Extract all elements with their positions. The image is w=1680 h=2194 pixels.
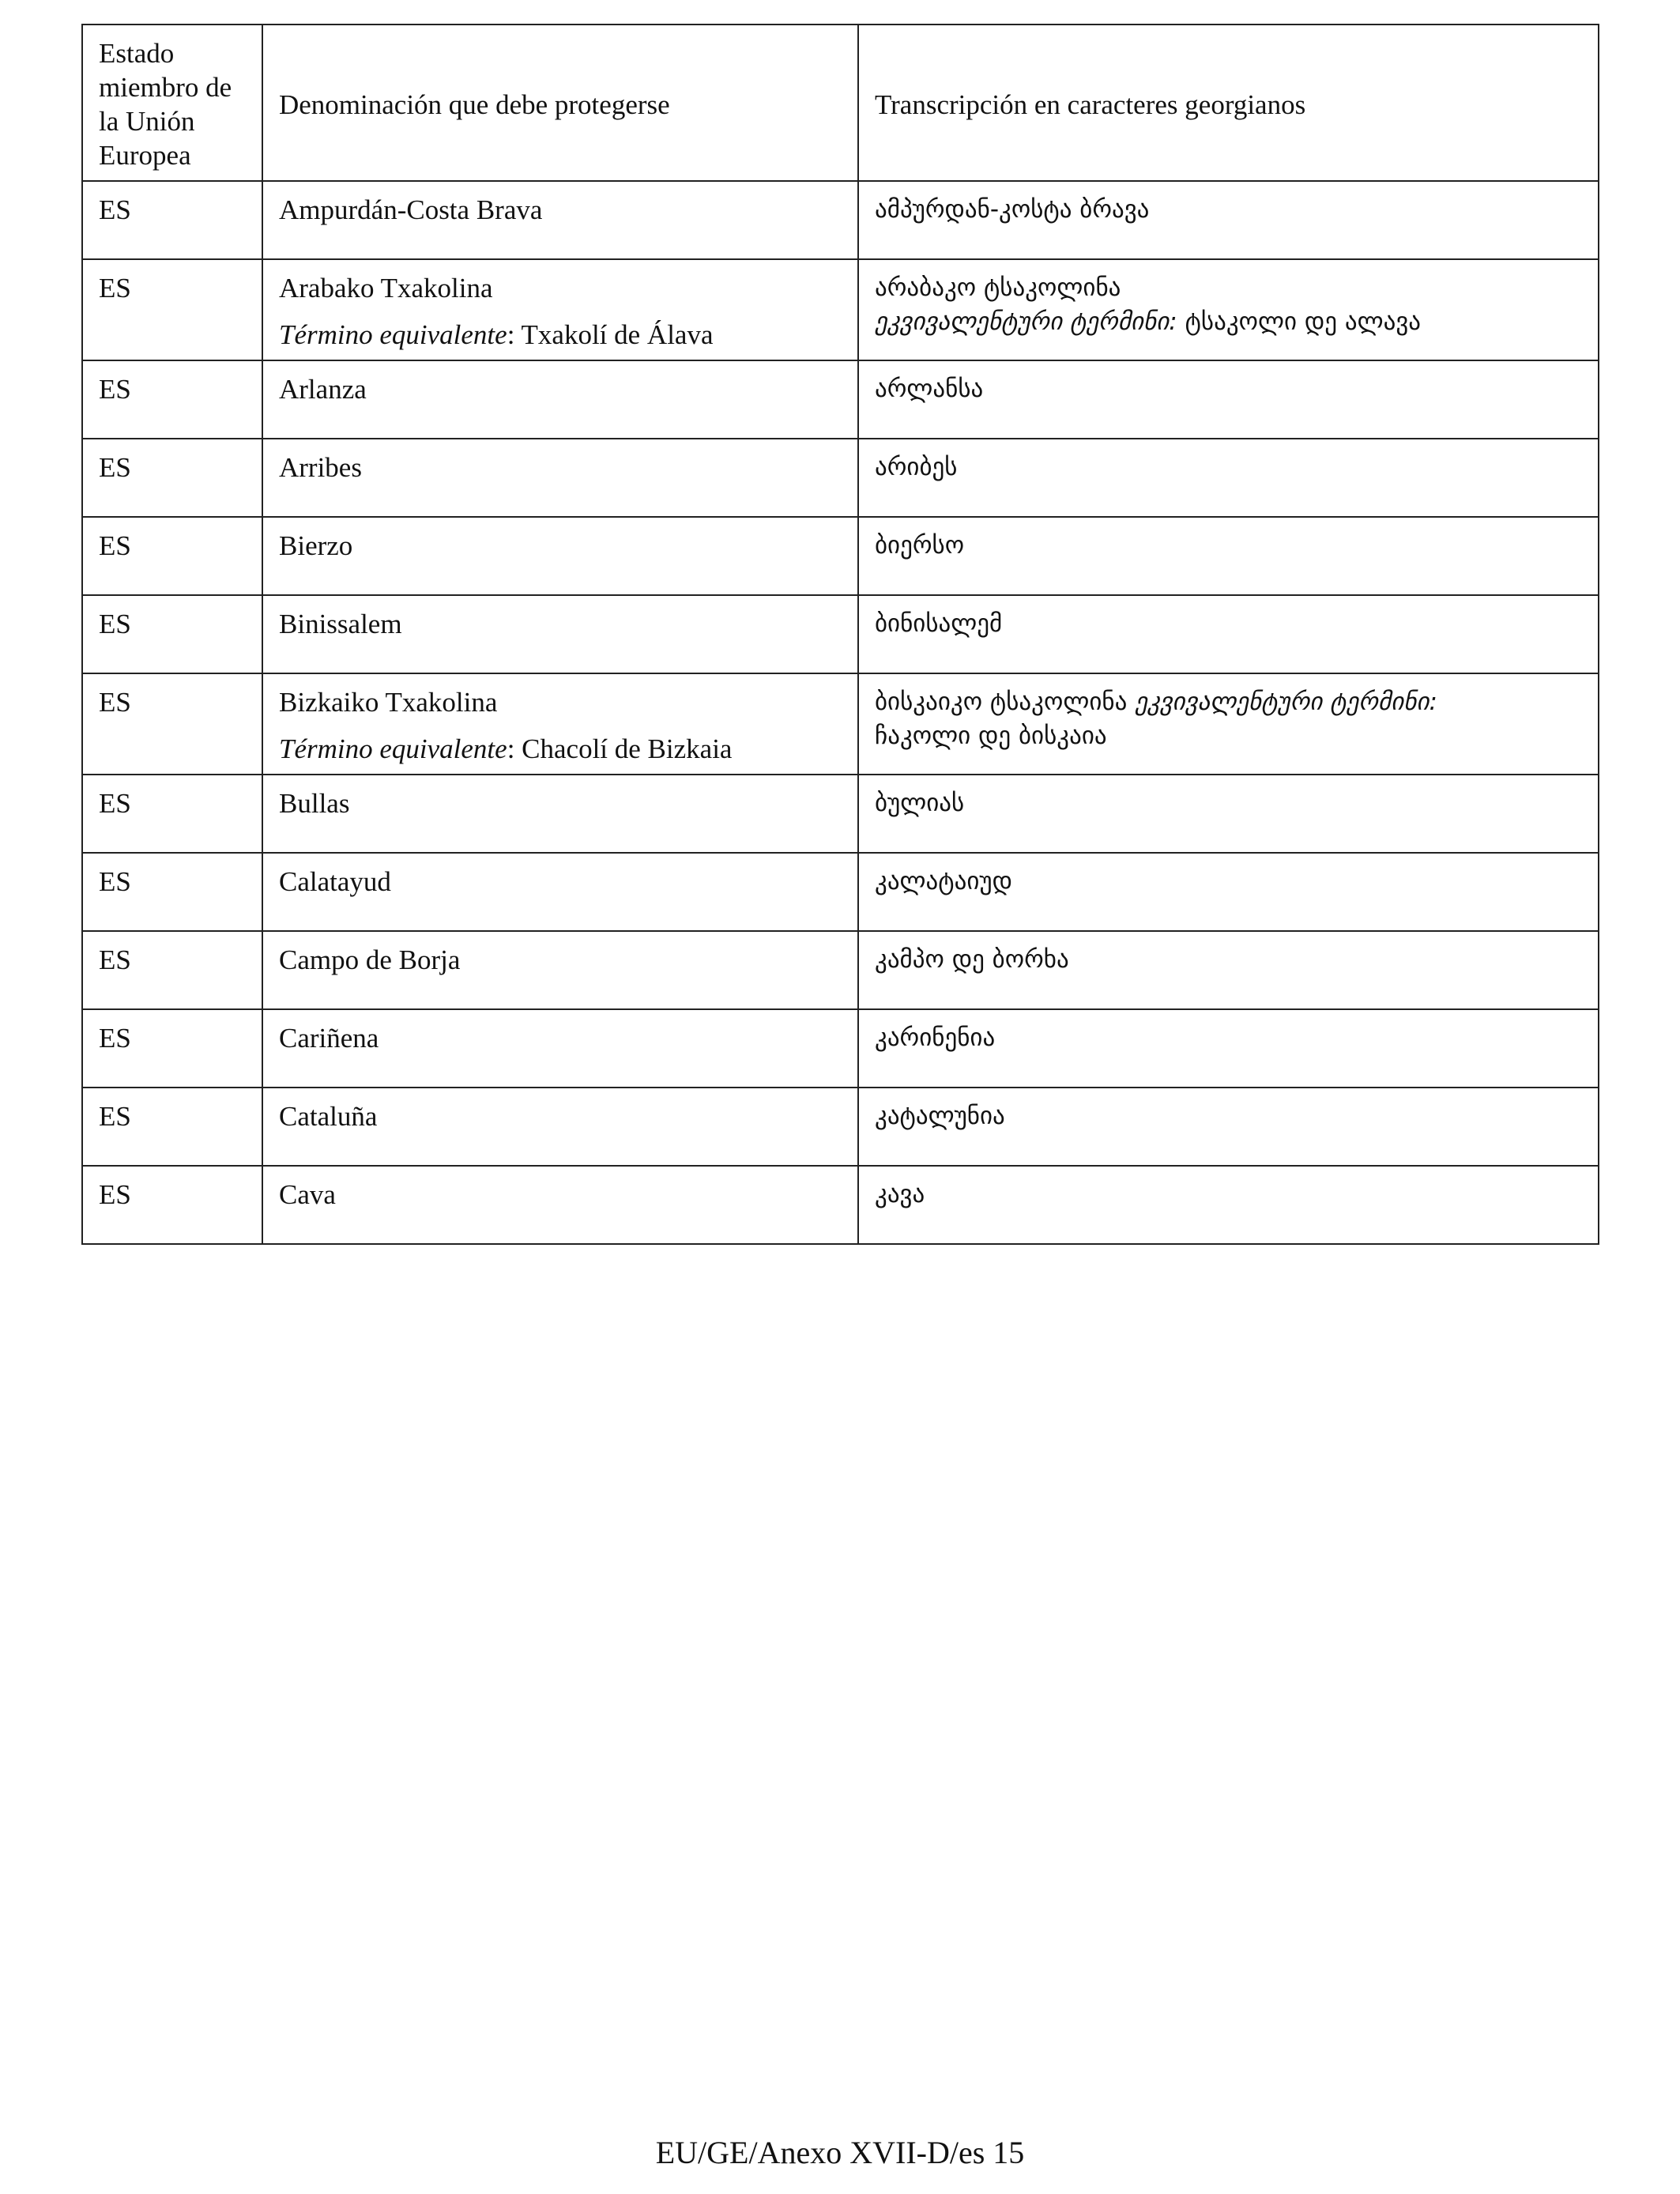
table-row <box>82 931 1599 1009</box>
cell-transcription: კატალუნია <box>858 1088 1599 1166</box>
cell-denomination: Cava <box>262 1166 858 1244</box>
cell-denomination: Arribes <box>262 439 858 517</box>
cell-state: ES <box>82 181 262 259</box>
cell-transcription: ბიერსო <box>858 517 1599 595</box>
table-row <box>82 595 1599 673</box>
cell-transcription <box>858 673 1599 775</box>
cell-transcription: კავა <box>858 1166 1599 1244</box>
transcription-equivalent-label: ეკვივალენტური ტერმინი: <box>875 307 1177 336</box>
cell-transcription: კამპო დე ბორხა <box>858 931 1599 1009</box>
cell-denomination: Ampurdán-Costa Brava <box>262 181 858 259</box>
transcription-equivalent-value: ჩაკოლი დე ბისკაია <box>875 722 1107 750</box>
cell-denomination: Campo de Borja <box>262 931 858 1009</box>
cell-transcription: ბულიას <box>858 775 1599 853</box>
cell-state: ES <box>82 853 262 931</box>
cell-denomination: Cataluña <box>262 1088 858 1166</box>
cell-state: ES <box>82 259 262 360</box>
cell-state: ES <box>82 1088 262 1166</box>
table-row <box>82 439 1599 517</box>
transcription-name: ბისკაიკო ტსაკოლინა <box>875 688 1128 716</box>
cell-transcription: კალატაიუდ <box>858 853 1599 931</box>
cell-denomination: Cariñena <box>262 1009 858 1088</box>
transcription-equivalent-label: ეკვივალენტური ტერმინი: <box>1135 688 1437 716</box>
cell-state: ES <box>82 1166 262 1244</box>
cell-state: ES <box>82 1009 262 1088</box>
cell-state: ES <box>82 595 262 673</box>
table-row <box>82 775 1599 853</box>
equivalent-term <box>279 732 842 766</box>
table-row <box>82 259 1599 360</box>
table-row <box>82 1166 1599 1244</box>
cell-state: ES <box>82 931 262 1009</box>
cell-state: ES <box>82 517 262 595</box>
equivalent-term-label: Término equivalente <box>279 319 507 350</box>
equivalent-term-value: : Chacolí de Bizkaia <box>507 733 733 764</box>
cell-transcription: არიბეს <box>858 439 1599 517</box>
cell-state: ES <box>82 439 262 517</box>
denomination-name: Arabako Txakolina <box>279 273 493 303</box>
cell-denomination: Arlanza <box>262 360 858 439</box>
transcription-equivalent <box>875 305 1582 339</box>
table-row <box>82 517 1599 595</box>
cell-state: ES <box>82 673 262 775</box>
table-row <box>82 181 1599 259</box>
table-row <box>82 1088 1599 1166</box>
header-member-state: Estado miembro de la Unión Europea <box>82 25 262 181</box>
geographical-indications-table <box>81 24 1599 1245</box>
header-denomination: Denominación que debe protegerse <box>262 25 858 181</box>
transcription-equivalent-value: ტსაკოლი დე ალავა <box>1177 307 1421 336</box>
cell-transcription <box>858 259 1599 360</box>
page-footer-reference: EU/GE/Anexo XVII-D/es 15 <box>655 2135 1025 2170</box>
table-header-row <box>82 25 1599 181</box>
cell-transcription: ამპურდან-კოსტა ბრავა <box>858 181 1599 259</box>
cell-transcription: არლანსა <box>858 360 1599 439</box>
header-transcription: Transcripción en caracteres georgianos <box>858 25 1599 181</box>
cell-denomination: Calatayud <box>262 853 858 931</box>
table-row <box>82 360 1599 439</box>
cell-denomination: Bierzo <box>262 517 858 595</box>
denomination-name: Bizkaiko Txakolina <box>279 687 498 718</box>
table-row <box>82 853 1599 931</box>
equivalent-term <box>279 318 842 352</box>
cell-denomination <box>262 673 858 775</box>
cell-denomination <box>262 259 858 360</box>
equivalent-term-value: : Txakolí de Álava <box>507 319 714 350</box>
equivalent-term-label: Término equivalente <box>279 733 507 764</box>
table-row <box>82 1009 1599 1088</box>
cell-state: ES <box>82 360 262 439</box>
cell-state: ES <box>82 775 262 853</box>
transcription-name: არაბაკო ტსაკოლინა <box>875 273 1121 302</box>
cell-transcription: კარინენია <box>858 1009 1599 1088</box>
cell-transcription: ბინისალემ <box>858 595 1599 673</box>
cell-denomination: Binissalem <box>262 595 858 673</box>
cell-denomination: Bullas <box>262 775 858 853</box>
table-row <box>82 673 1599 775</box>
